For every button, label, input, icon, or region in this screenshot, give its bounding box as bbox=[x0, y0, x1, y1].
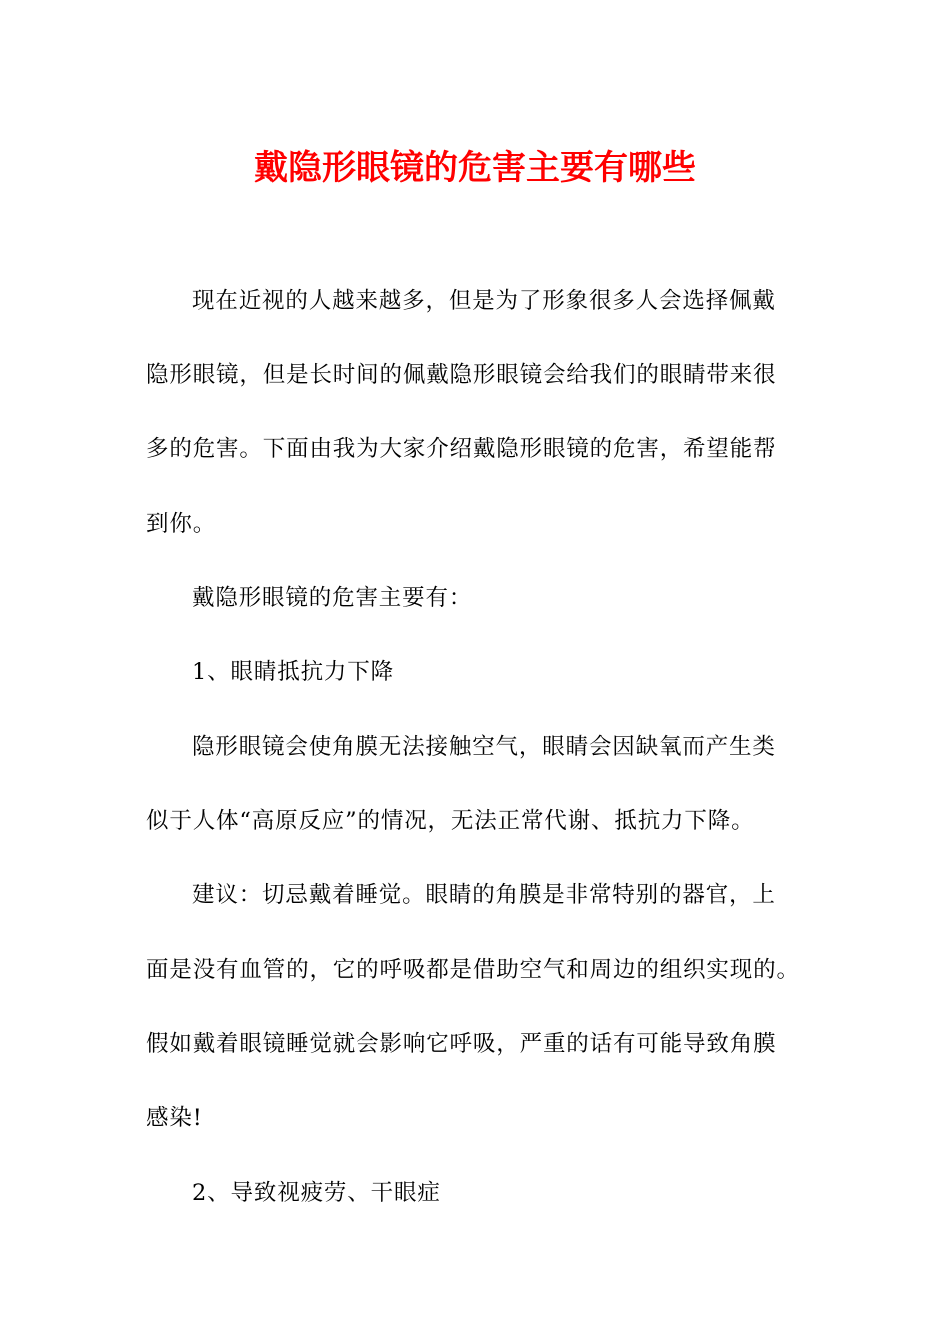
paragraph-line: 多的危害。下面由我为大家介绍戴隐形眼镜的危害，希望能帮 bbox=[146, 436, 777, 462]
section-heading: 1、眼睛抵抗力下降 bbox=[192, 659, 394, 685]
paragraph-line: 隐形眼镜，但是长时间的佩戴隐形眼镜会给我们的眼睛带来很 bbox=[146, 362, 777, 388]
document-title: 戴隐形眼镜的危害主要有哪些 bbox=[254, 148, 696, 188]
paragraph-line: 假如戴着眼镜睡觉就会影响它呼吸，严重的话有可能导致角膜 bbox=[146, 1031, 777, 1057]
paragraph-line: 到你。 bbox=[146, 511, 217, 537]
section-intro: 戴隐形眼镜的危害主要有： bbox=[192, 585, 473, 611]
paragraph-line: 隐形眼镜会使角膜无法接触空气，眼睛会因缺氧而产生类 bbox=[192, 734, 776, 760]
paragraph-line: 感染! bbox=[146, 1105, 203, 1131]
section-heading: 2、导致视疲劳、干眼症 bbox=[192, 1180, 441, 1206]
paragraph-line: 现在近视的人越来越多，但是为了形象很多人会选择佩戴 bbox=[192, 288, 776, 314]
paragraph-line: 建议：切忌戴着睡觉。眼睛的角膜是非常特别的器官，上 bbox=[192, 882, 776, 908]
paragraph-line: 面是没有血管的，它的呼吸都是借助空气和周边的组织实现的。 bbox=[146, 957, 800, 983]
paragraph-line: 似于人体“高原反应”的情况，无法正常代谢、抵抗力下降。 bbox=[146, 808, 755, 834]
